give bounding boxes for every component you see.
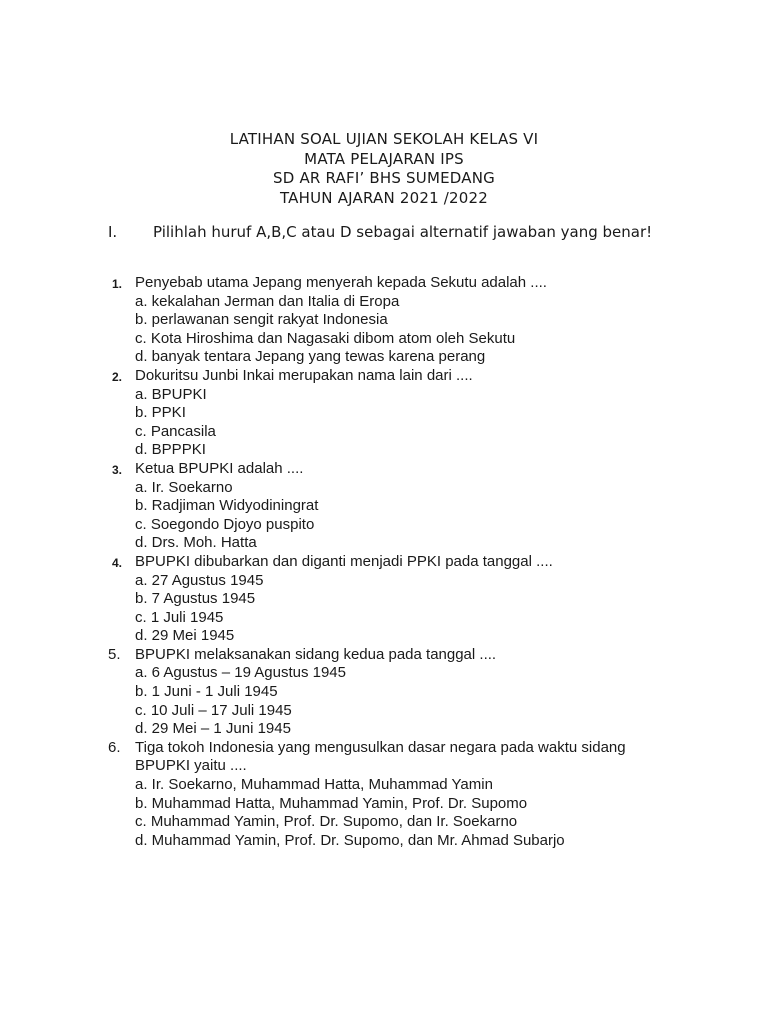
answer-option: d. banyak tentara Jepang yang tewas karena perang (135, 348, 486, 366)
answer-option: b. 7 Agustus 1945 (135, 590, 256, 608)
question-item (108, 646, 688, 739)
question-number: 1. (112, 277, 123, 291)
answer-option: c. Muhammad Yamin, Prof. Dr. Supomo, dan Ir. Soekarno (135, 813, 518, 831)
answer-option: c. 1 Juli 1945 (135, 608, 224, 626)
question-number: 6. (108, 738, 121, 756)
answer-option: a. 27 Agustus 1945 (135, 571, 264, 589)
section-instruction-text: Pilihlah huruf A,B,C atau D sebagai alternatif jawaban yang benar! (153, 223, 653, 241)
answer-option: c. Pancasila (135, 422, 216, 440)
document-header (0, 130, 768, 208)
answer-option: b. Radjiman Widyodiningrat (135, 497, 319, 515)
header-title: LATIHAN SOAL UJIAN SEKOLAH KELAS VI (229, 130, 539, 148)
answer-option: a. Ir. Soekarno (135, 478, 233, 496)
answer-option: a. Ir. Soekarno, Muhammad Hatta, Muhammad Yamin (135, 776, 493, 794)
question-stem: Tiga tokoh Indonesia yang mengusulkan dasar negara pada waktu sidang BPUPKI yaitu .... (135, 738, 626, 775)
question-number: 5. (108, 645, 121, 663)
answer-option: d. Muhammad Yamin, Prof. Dr. Supomo, dan Mr. Ahmad Subarjo (135, 831, 565, 849)
question-item (108, 367, 688, 460)
answer-option: d. Drs. Moh. Hatta (135, 534, 257, 552)
header-school: SD AR RAFI’ BHS SUMEDANG (273, 169, 495, 187)
question-number: 2. (112, 369, 123, 384)
answer-option: c. Kota Hiroshima dan Nagasaki dibom atom oleh Sekutu (135, 329, 516, 347)
answer-option: a. 6 Agustus – 19 Agustus 1945 (135, 664, 346, 682)
header-subject: MATA PELAJARAN IPS (304, 149, 464, 168)
question-number: 3. (112, 462, 123, 477)
question-stem: Penyebab utama Jepang menyerah kepada Sekutu adalah .... (135, 274, 547, 291)
answer-option: b. perlawanan sengit rakyat Indonesia (135, 311, 388, 329)
answer-option: a. BPUPKI (135, 385, 207, 403)
question-item (108, 553, 688, 646)
header-year: TAHUN AJARAN 2021 /2022 (279, 188, 489, 207)
question-item (108, 739, 688, 851)
answer-option: a. kekalahan Jerman dan Italia di Eropa (135, 292, 400, 310)
question-stem: BPUPKI dibubarkan dan diganti menjadi PPKI pada tanggal .... (135, 552, 553, 570)
question-item (108, 460, 688, 553)
answer-option: b. 1 Juni - 1 Juli 1945 (135, 683, 278, 701)
answer-option: d. 29 Mei 1945 (135, 627, 235, 645)
question-item (108, 274, 688, 367)
question-stem: Dokuritsu Junbi Inkai merupakan nama lain dari .... (135, 366, 473, 384)
answer-option: b. PPKI (135, 404, 186, 422)
answer-option: d. 29 Mei – 1 Juni 1945 (135, 720, 291, 738)
answer-option: d. BPPPKI (135, 441, 206, 459)
question-list (108, 274, 688, 850)
answer-option: b. Muhammad Hatta, Muhammad Yamin, Prof. Dr. Supomo (135, 794, 528, 812)
question-number: 4. (112, 555, 123, 570)
question-stem: Ketua BPUPKI adalah .... (135, 459, 304, 477)
question-stem: BPUPKI melaksanakan sidang kedua pada tanggal .... (135, 645, 497, 663)
answer-option: c. Soegondo Djoyo puspito (135, 515, 315, 533)
section-number: I. (108, 223, 118, 241)
answer-option: c. 10 Juli – 17 Juli 1945 (135, 701, 292, 719)
